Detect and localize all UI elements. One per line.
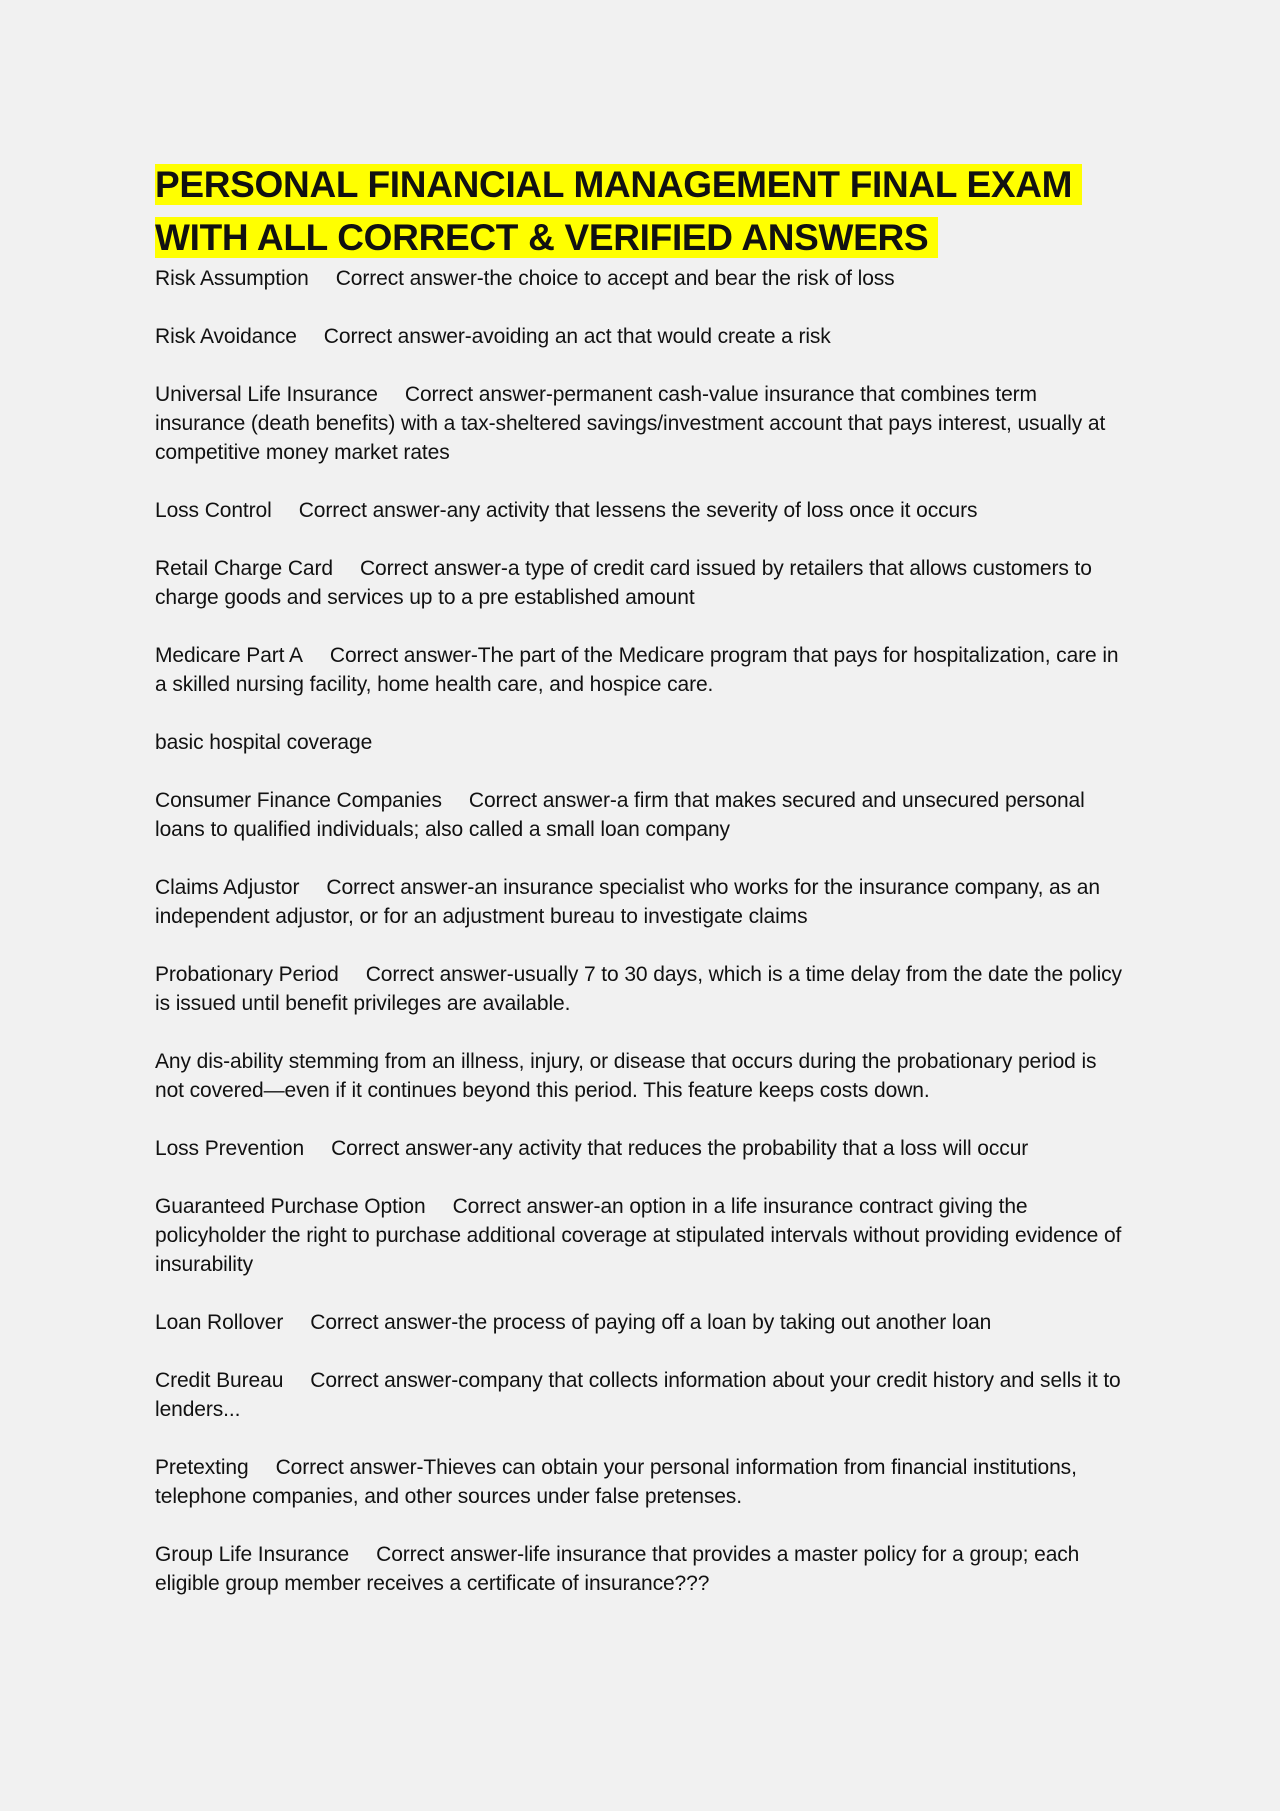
entry-definition: Any dis-ability stemming from an illness, injury, or disease that occurs during the probationary period is not covered—even if it continues beyond this period. This feature keeps costs down. (155, 1050, 1097, 1102)
qa-entry (155, 554, 1130, 612)
entry-definition: Correct answer-Thieves can obtain your personal information from financial institutions, telephone companies, and other sources under false pretenses. (155, 1456, 1077, 1508)
qa-entry (155, 786, 1130, 844)
title-line: PERSONAL FINANCIAL MANAGEMENT FINAL EXAM (155, 164, 1082, 205)
entry-term: Group Life Insurance (155, 1543, 350, 1566)
entry-term: Consumer Finance Companies (155, 789, 442, 812)
qa-entry (155, 1134, 1130, 1163)
entry-definition: Correct answer-company that collects information about your credit history and sells it to lenders... (155, 1369, 1121, 1421)
entry-definition: Correct answer-any activity that reduces the probability that a loss will occur (331, 1137, 1029, 1160)
entry-definition: Correct answer-permanent cash-value insurance that combines term insurance (death benefits) with a tax-sheltered savings/investment account that pays interest, usually at competitive money market rates (155, 383, 1106, 464)
qa-entry (155, 1453, 1130, 1511)
entry-definition: Correct answer-an option in a life insurance contract giving the policyholder the right to purchase additional coverage at stipulated intervals without providing evidence of insurability (155, 1195, 1122, 1276)
entry-definition: Correct answer-avoiding an act that would create a risk (323, 325, 831, 348)
entry-term: Universal Life Insurance (155, 383, 378, 406)
qa-entry (155, 1308, 1130, 1337)
qa-entry (155, 1047, 1130, 1105)
qa-entry (155, 322, 1130, 351)
entry-term: Probationary Period (155, 963, 339, 986)
entry-term: Retail Charge Card (155, 557, 333, 580)
entry-definition: Correct answer-the choice to accept and bear the risk of loss (335, 267, 895, 290)
qa-entry (155, 728, 1130, 757)
entry-term: Loss Control (155, 499, 272, 522)
entry-term: Risk Assumption (155, 267, 309, 290)
entry-term: Pretexting (155, 1456, 249, 1479)
entry-term: Risk Avoidance (155, 325, 297, 348)
entry-definition: Correct answer-an insurance specialist who works for the insurance company, as an independent adjustor, or for an adjustment bureau to investigate claims (155, 876, 1100, 928)
qa-list (155, 264, 1130, 1598)
qa-entry (155, 641, 1130, 699)
title-line: WITH ALL CORRECT & VERIFIED ANSWERS (155, 217, 938, 258)
qa-entry (155, 873, 1130, 931)
entry-definition: Correct answer-a type of credit card issued by retailers that allows customers to charge goods and services up to a pre established amount (155, 557, 1092, 609)
entry-definition: Correct answer-usually 7 to 30 days, which is a time delay from the date the policy is issued until benefit privileges are available. (155, 963, 1122, 1015)
entry-term: Claims Adjustor (155, 876, 300, 899)
document-title (155, 158, 1130, 264)
qa-entry (155, 1192, 1130, 1279)
qa-entry (155, 960, 1130, 1018)
entry-term: Loss Prevention (155, 1137, 305, 1160)
entry-definition: Correct answer-any activity that lessens the severity of loss once it occurs (298, 499, 978, 522)
entry-term: Loan Rollover (155, 1311, 284, 1334)
entry-definition: Correct answer-a firm that makes secured and unsecured personal loans to qualified individuals; also called a small loan company (155, 789, 1085, 841)
qa-entry (155, 1540, 1130, 1598)
entry-term: Credit Bureau (155, 1369, 284, 1392)
entry-term: Guaranteed Purchase Option (155, 1195, 426, 1218)
entry-definition: basic hospital coverage (155, 731, 373, 754)
qa-entry (155, 264, 1130, 293)
entry-definition: Correct answer-life insurance that provides a master policy for a group; each eligible group member receives a certificate of insurance??? (155, 1543, 1080, 1595)
entry-term: Medicare Part A (155, 644, 303, 667)
entry-definition: Correct answer-The part of the Medicare program that pays for hospitalization, care in a skilled nursing facility, home health care, and hospice care. (155, 644, 1119, 696)
qa-entry (155, 1366, 1130, 1424)
qa-entry (155, 496, 1130, 525)
document-page (155, 158, 1130, 1627)
qa-entry (155, 380, 1130, 467)
entry-definition: Correct answer-the process of paying off a loan by taking out another loan (310, 1311, 992, 1334)
